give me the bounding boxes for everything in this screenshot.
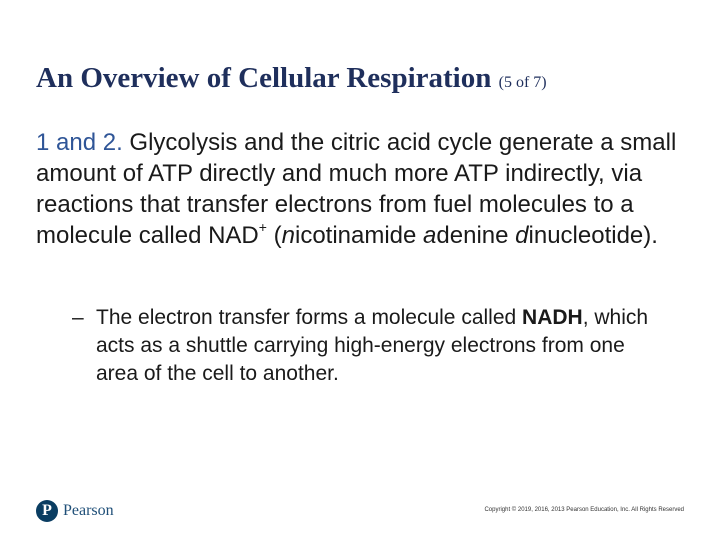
italic-a: a bbox=[423, 222, 437, 249]
paragraph-number: 1 and 2. bbox=[36, 129, 123, 156]
copyright-notice: Copyright © 2019, 2016, 2013 Pearson Education, Inc. All Rights Reserved bbox=[484, 507, 684, 513]
sub-bullet-text-2: , which acts as a shuttle carrying high-energy electrons from one area of the cell to another. bbox=[96, 306, 649, 385]
pearson-logo-icon: P bbox=[36, 500, 58, 522]
pearson-logo bbox=[36, 500, 114, 522]
paragraph-text-2a: ( bbox=[266, 222, 282, 249]
italic-n: n bbox=[281, 222, 295, 249]
slide-title bbox=[36, 62, 547, 95]
paragraph-text-2c: denine bbox=[436, 222, 516, 249]
sub-bullet-dash: – bbox=[72, 306, 84, 329]
slide-title-text: An Overview of Cellular Respiration bbox=[36, 62, 492, 94]
slide-part-indicator: (5 of 7) bbox=[498, 74, 547, 91]
main-paragraph bbox=[36, 127, 696, 251]
paragraph-text-1: Glycolysis and the citric acid cycle generate a small amount of ATP directly and much more ATP indirectly, via reactions that transfer electrons from fuel molecules to a molecule called NAD bbox=[36, 129, 677, 249]
sub-bullet-text-1: The electron transfer forms a molecule called bbox=[96, 306, 523, 329]
sub-bullet bbox=[72, 304, 656, 388]
paragraph-text-2b: icotinamide bbox=[294, 222, 424, 249]
pearson-logo-text: Pearson bbox=[63, 502, 114, 519]
nadh-bold: NADH bbox=[522, 306, 583, 329]
paragraph-text-2d: inucleotide). bbox=[528, 222, 658, 249]
nad-superscript: + bbox=[258, 219, 267, 235]
italic-d: d bbox=[515, 222, 529, 249]
